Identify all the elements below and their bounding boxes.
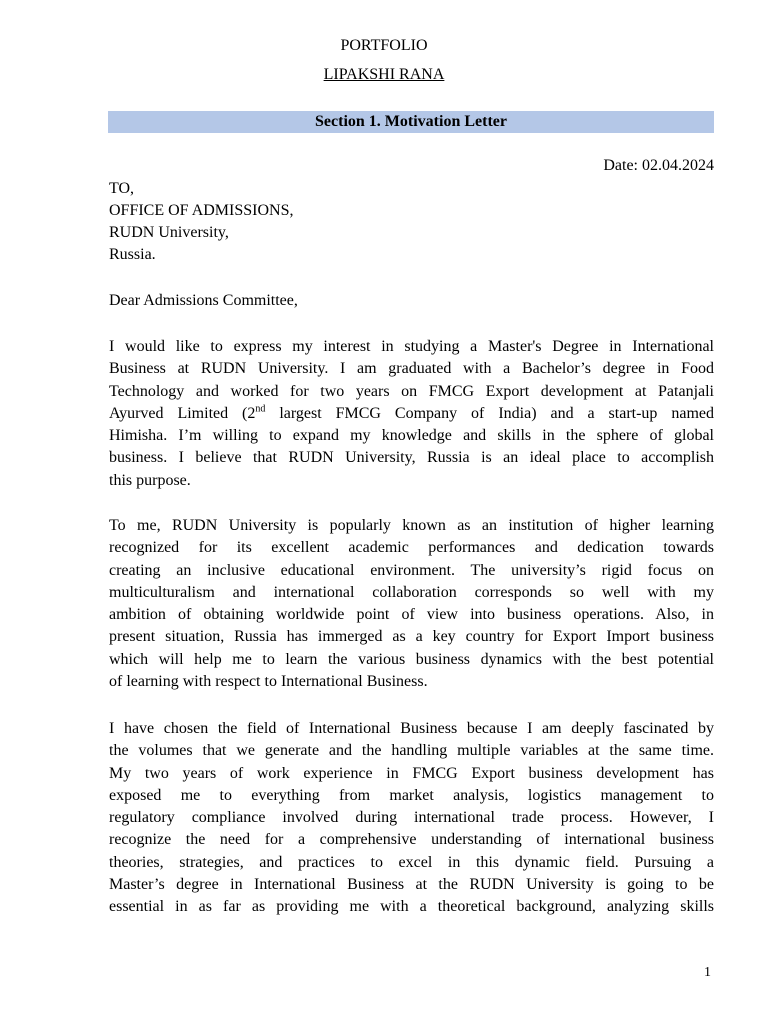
paragraph-line: the volumes that we generate and the handling multiple variables at the same time.: [109, 742, 714, 760]
paragraph-line: present situation, Russia has immerged as a key country for Export Import business: [109, 628, 714, 646]
paragraph-line: this purpose.: [109, 471, 191, 489]
line-fragment: Ayurved Limited (2: [109, 404, 256, 422]
paragraph-line: [109, 403, 714, 425]
address-line: TO,: [109, 180, 135, 197]
salutation: Dear Admissions Committee,: [109, 292, 298, 309]
paragraph-line: of learning with respect to International Business.: [109, 673, 428, 691]
section-heading: Section 1. Motivation Letter: [108, 111, 714, 133]
paragraph-line: My two years of work experience in FMCG Export business development has: [109, 764, 714, 782]
recipient-address: [109, 178, 294, 266]
address-line: Russia.: [109, 246, 156, 263]
paragraph-line: To me, RUDN University is popularly known as an institution of higher learning: [109, 517, 714, 534]
paragraph-3: [109, 718, 714, 919]
paragraph-line: recognized for its excellent academic performances and dedication towards: [109, 539, 714, 557]
paragraph-line: ambition of obtaining worldwide point of view into business operations. Also, in: [109, 606, 714, 624]
paragraph-line: Master’s degree in International Business at the RUDN University is going to be: [109, 876, 714, 894]
paragraph-line: creating an inclusive educational environment. The university’s rigid focus on: [109, 561, 714, 579]
page-number: 1: [704, 965, 711, 980]
paragraph-line: Himisha. I’m willing to expand my knowledge and skills in the sphere of global: [109, 427, 714, 445]
author-name: LIPAKSHI RANA: [323, 66, 445, 83]
paragraph-line: essential in as far as providing me with a theoretical background, analyzing skills: [109, 898, 714, 916]
letter-date: Date: 02.04.2024: [603, 157, 714, 174]
paragraph-line: regulatory compliance involved during international trade process. However, I: [109, 809, 714, 827]
paragraph-line: I would like to express my interest in studying a Master's Degree in International: [109, 338, 714, 355]
paragraph-line: Business at RUDN University. I am graduated with a Bachelor’s degree in Food: [109, 360, 714, 378]
paragraph-line: which will help me to learn the various business dynamics with the best potential: [109, 650, 714, 668]
address-line: RUDN University,: [109, 224, 229, 241]
paragraph-line: exposed me to everything from market analysis, logistics management to: [109, 786, 714, 804]
paragraph-1: [109, 336, 714, 492]
paragraph-line: multiculturalism and international collaboration corresponds so well with my: [109, 583, 714, 601]
line-fragment: largest FMCG Company of India) and a start-up named: [265, 404, 714, 422]
ordinal-superscript: nd: [255, 403, 266, 415]
paragraph-line: recognize the need for a comprehensive understanding of international business: [109, 831, 714, 849]
paragraph-line: I have chosen the field of International Business because I am deeply fascinated by: [109, 720, 714, 737]
paragraph-2: [109, 515, 714, 693]
paragraph-line: Technology and worked for two years on FMCG Export development at Patanjali: [109, 382, 714, 400]
portfolio-title: PORTFOLIO: [340, 37, 428, 54]
paragraph-line: business. I believe that RUDN University, Russia is an ideal place to accomplish: [109, 449, 714, 467]
address-line: OFFICE OF ADMISSIONS,: [109, 202, 294, 219]
paragraph-line: theories, strategies, and practices to excel in this dynamic field. Pursuing a: [109, 853, 714, 871]
